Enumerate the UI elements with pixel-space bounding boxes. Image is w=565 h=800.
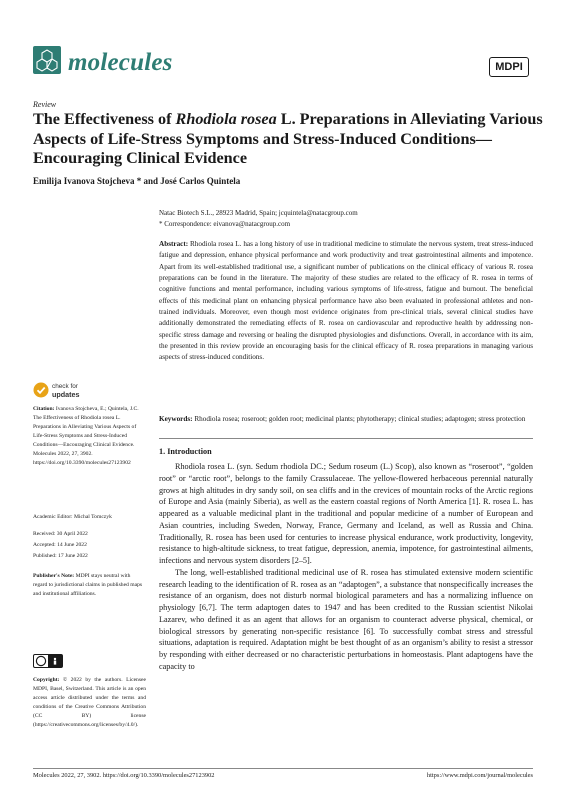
check-for-updates[interactable] (52, 383, 80, 398)
journal-name[interactable]: molecules (68, 49, 173, 76)
received-date: Received: 30 April 2022 (33, 531, 88, 537)
affiliation-line: Natac Biotech S.L., 28923 Madrid, Spain; jcquintela@natacgroup.com (159, 209, 358, 217)
footer-citation[interactable]: Molecules 2022, 27, 3902. https://doi.org/10.3390/molecules27123902 (33, 772, 215, 779)
abstract (159, 239, 533, 364)
article-title: The Effectiveness of Rhodiola rosea L. Preparations in Alleviating Various Aspects of Life-Stress Symptoms and Stress-Induced Conditions—Encouraging Clinical Evidence (33, 110, 543, 167)
academic-editor: Academic Editor: Michal Tomczyk (33, 514, 112, 520)
note-label: Publisher's Note: (33, 573, 75, 579)
divider (159, 438, 533, 439)
journal-logo-icon (33, 46, 61, 74)
publisher-logo[interactable]: MDPI (489, 57, 529, 77)
copyright-text: © 2022 by the authors. Licensee MDPI, Basel, Switzerland. This article is an open access article distributed under the terms and conditions of the Creative Commons Attribution (CC BY) license (https://creativecommons.org/licenses/by/4.0/). (33, 677, 146, 728)
published-date: Published: 17 June 2022 (33, 553, 88, 559)
paragraph: Rhodiola rosea L. (syn. Sedum rhodiola DC.; Sedum roseum (L.) Scop), also known as “roseroot”, “golden root” or “arctic root”, belongs to the family Crassulaceae. The yellow-flowered herbaceous perennial naturally grows at high altitudes in dry sandy soil, on sea cliffs and in the crevices of mountain rocks of the Arctic regions of Europe and Asia (mainly Siberia), as well as the eastern coastal regions of North America [1]. R. rosea L. has appeared as a valuable medicinal plant in the traditional and popular medicine of a number of European and Asian countries, including Sweden, Norway, France, Germany and Iceland, as well as Russia and China. Traditionally, R. rosea has been used for centuries to increase physical endurance, work productivity, longevity, resistance to high-altitude sickness, to treat fatigue, depression, anemia, impotence, for gastrointestinal ailments, infections and nervous system disorders [2–5]. (159, 462, 533, 565)
check-line2: updates (52, 389, 80, 399)
section-heading: 1. Introduction (159, 447, 212, 456)
abstract-text: Rhodiola rosea L. has a long history of use in traditional medicine to stimulate the nervous system, treat stress-induced fatigue and depression, enhance physical performance and work productivity and treat gastrointestinal ailments and impotence. Apart from its well-established traditional use, a significant number of publications on the clinical efficacy of various R. rosea preparations can be found in the literature. The majority of these studies are related to the efficacy of R. rosea in terms of cognitive functions and mental performance, including various symptoms of life-stress, fatigue and burnout. The beneficial effects of this medicinal plant on enhancing physical performance have also been evaluated in professional athletes and non-trained individuals. Moreover, even though most evidence originates from pre-clinical trials, several clinical studies have additionally demonstrated the remediating effects of R. rosea on cardiovascular and reproductive health by addressing non-specific stress damage and reversing or healing the disrupted physiologies and disfunctions. Overall, in accordance with its aim, the presented in this review provide an encouraging basis for the clinical efficacy of R. rosea preparations in managing various aspects of stress-induced conditions. (159, 240, 534, 362)
abstract-label: Abstract: (159, 240, 189, 248)
citation-block (33, 405, 146, 468)
note-text: MDPI stays neutral with regard to jurisdictional claims in published maps and institutional affiliations. (33, 573, 143, 597)
accepted-date: Accepted: 14 June 2022 (33, 542, 87, 548)
article-type: Review (33, 100, 57, 109)
copyright-label: Copyright: (33, 677, 60, 683)
affiliation (159, 208, 539, 229)
cc-by-license-icon[interactable] (33, 654, 63, 668)
footer-journal-url[interactable]: https://www.mdpi.com/journal/molecules (426, 772, 533, 779)
keywords (159, 414, 533, 425)
publisher-note (33, 572, 146, 599)
copyright (33, 676, 146, 730)
footer (33, 772, 533, 779)
check-for-updates-icon[interactable] (33, 382, 49, 403)
keywords-text: Rhodiola rosea; roseroot; golden root; medicinal plants; phytotherapy; clinical studies; adaptogen; stress protection (194, 415, 526, 423)
correspondence-line: * Correspondence: eivanova@natacgroup.com (159, 219, 291, 228)
authors: Emilija Ivanova Stojcheva * and José Carlos Quintela (33, 176, 241, 186)
check-line1: check for (52, 383, 78, 390)
paragraph: The long, well-established traditional medicinal use of R. rosea has stimulated extensive modern scientific research leading to the identification of R. rosea as an “adaptogen”, a substance that nonspecifically increases the resistance of an organism, does not disturb normal biological parameters and has a normalizing influence on physiology [6,7]. The term adaptogen dates to 1947 and has been credited to the Russian scientist Nikolai Lazarev, who defined it as an agent that allows for an organism to counteract adverse physical, chemical, or biological stressors by generating non-specific resistance [6]. To successfully combat stress and stressful situations, adaptation is required. Adaptation might be best thought of as an organism’s ability to resist a stressor by responding with either decreased or no characteristic perturbations in homeostasis. Plant adaptogens have the capacity to (159, 567, 533, 671)
citation-label: Citation: (33, 406, 55, 412)
citation-text: Ivanova Stojcheva, E.; Quintela, J.C. The Effectiveness of Rhodiola rosea L. Preparations in Alleviating Various Aspects of Life-Stress Symptoms and Stress-Induced Conditions—Encouraging Clinical Evidence. Molecules 2022, 27, 3902. https://doi.org/10.3390/molecules27123902 (33, 406, 139, 466)
keywords-label: Keywords: (159, 415, 193, 423)
body-text (159, 461, 533, 673)
footer-divider (33, 768, 533, 769)
